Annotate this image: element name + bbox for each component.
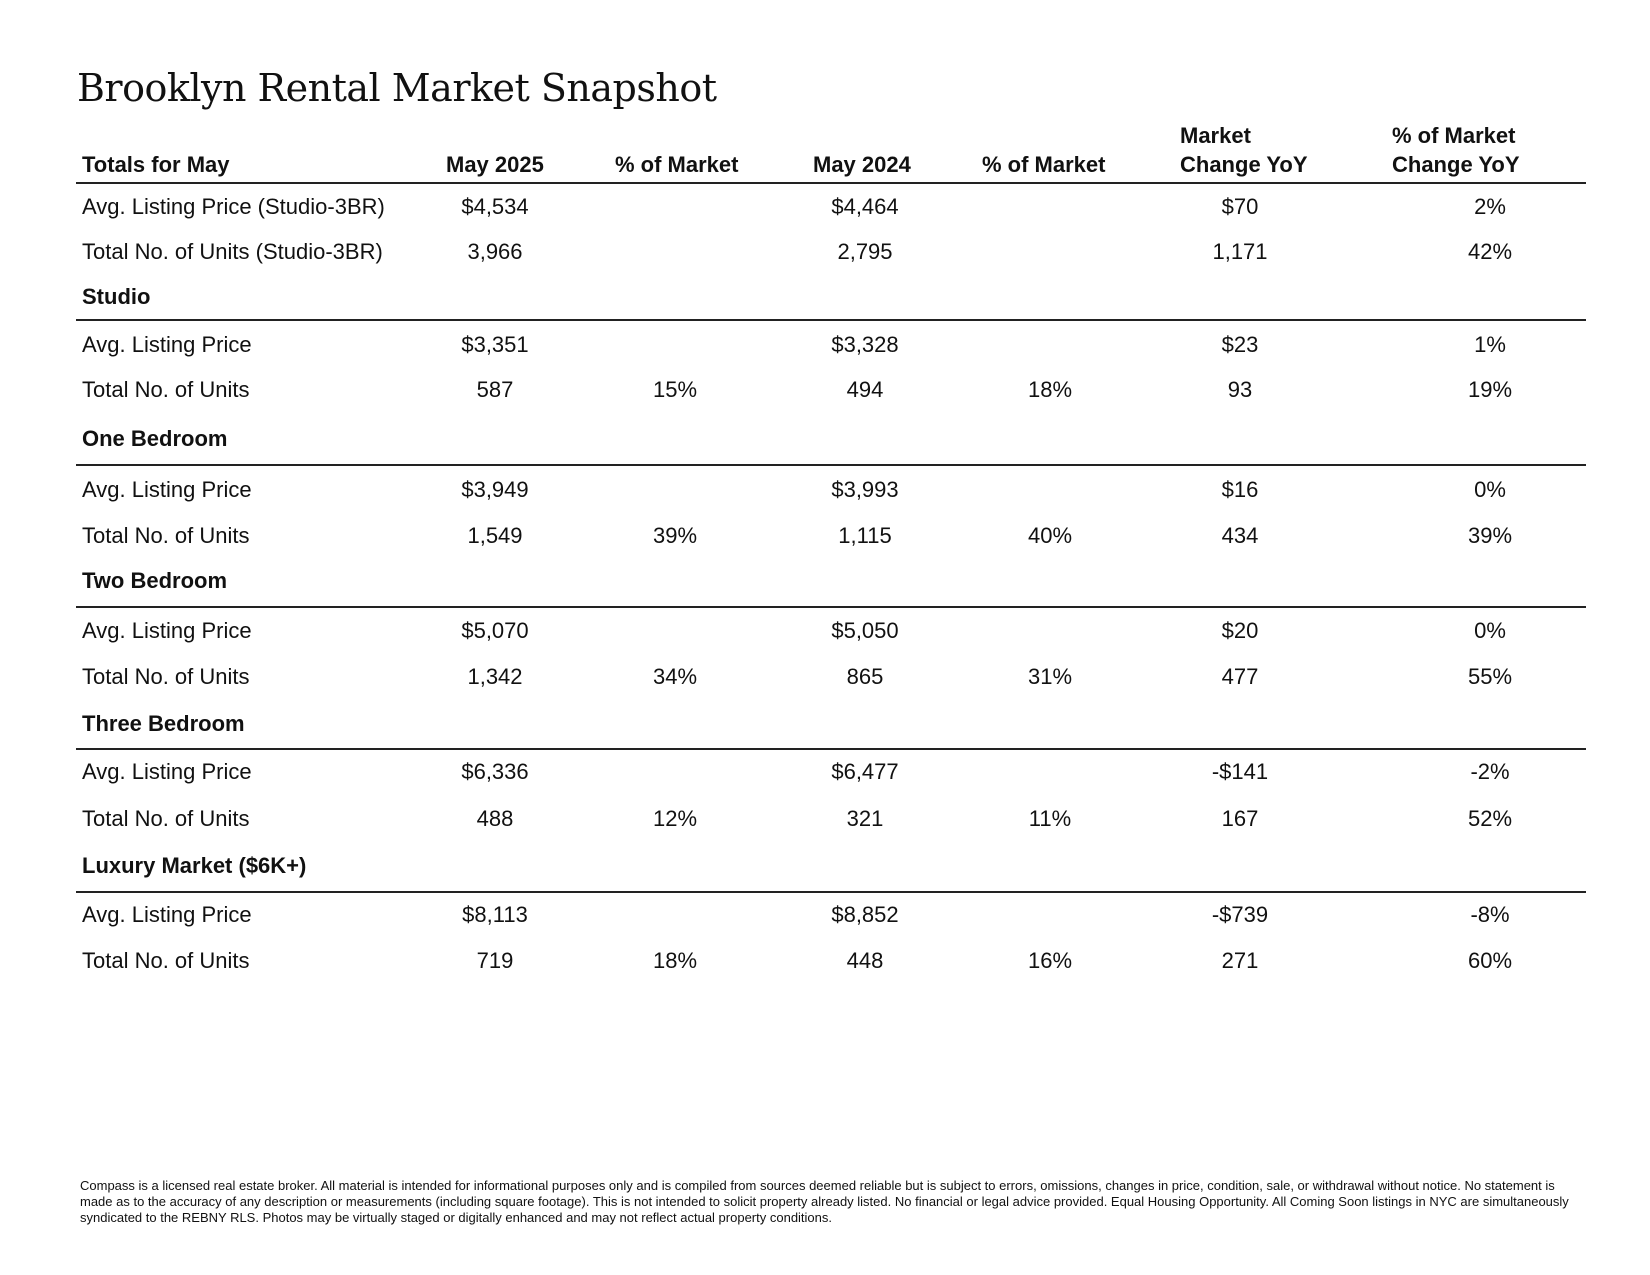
row-label: Avg. Listing Price	[82, 477, 252, 502]
row-label: Total No. of Units	[82, 806, 250, 831]
table-header	[0, 123, 1650, 190]
may-2024-value: 448	[846, 948, 884, 973]
row-label: Avg. Listing Price	[82, 332, 252, 357]
row-label: Total No. of Units	[82, 523, 250, 548]
may-2024-value: $4,464	[831, 194, 899, 219]
row-label: Avg. Listing Price	[82, 902, 252, 927]
pct-market-2024-value: 18%	[1027, 377, 1073, 402]
may-2025-value: $8,113	[462, 902, 528, 927]
row-label: Total No. of Units	[82, 948, 250, 973]
section-divider	[76, 748, 1586, 750]
section-divider	[76, 891, 1586, 893]
may-2025-value: 488	[476, 806, 514, 831]
table-row	[0, 238, 1650, 278]
pct-market-change-value: -8%	[1470, 902, 1510, 927]
table-row	[0, 193, 1650, 233]
table-row	[0, 805, 1650, 845]
pct-market-2025-value: 34%	[652, 664, 698, 689]
may-2024-value: $3,328	[831, 332, 899, 357]
pct-market-change-value: 39%	[1467, 523, 1513, 548]
section-title: One Bedroom	[82, 426, 228, 451]
table-row	[0, 331, 1650, 371]
may-2024-value: $6,477	[831, 759, 899, 784]
section-header	[0, 567, 1650, 607]
market-change-value: 93	[1227, 377, 1253, 402]
pct-market-2025-value: 39%	[652, 523, 698, 548]
header-label: Totals for May	[82, 152, 230, 177]
market-change-value: $70	[1221, 194, 1259, 219]
section-header	[0, 710, 1650, 750]
header-pct-market-change-yoy: % of Market Change YoY	[1392, 123, 1520, 177]
table-row	[0, 522, 1650, 562]
pct-market-2024-value: 40%	[1027, 523, 1073, 548]
pct-market-2024-value: 31%	[1027, 664, 1073, 689]
may-2025-value: 3,966	[467, 239, 523, 264]
market-change-value: 167	[1221, 806, 1259, 831]
may-2024-value: 865	[846, 664, 884, 689]
pct-market-change-value: 2%	[1474, 194, 1506, 219]
may-2024-value: 2,795	[837, 239, 893, 264]
header-market-change-yoy: Market Change YoY	[1180, 123, 1308, 177]
section-header	[0, 852, 1650, 892]
market-change-value: 434	[1221, 523, 1259, 548]
row-label: Total No. of Units (Studio-3BR)	[82, 239, 383, 264]
header-may-2024: May 2024	[813, 152, 911, 177]
header-pct-market-2025: % of Market	[615, 152, 739, 177]
pct-market-2025-value: 15%	[652, 377, 698, 402]
pct-market-2024-value: 16%	[1027, 948, 1073, 973]
pct-market-change-value: 55%	[1467, 664, 1513, 689]
table-row	[0, 758, 1650, 798]
pct-market-2025-value: 12%	[652, 806, 698, 831]
may-2024-value: $5,050	[831, 618, 899, 643]
page-title: Brooklyn Rental Market Snapshot	[77, 66, 717, 110]
pct-market-change-value: 52%	[1467, 806, 1513, 831]
may-2024-value: $3,993	[831, 477, 899, 502]
header-pct-market-2024: % of Market	[982, 152, 1106, 177]
may-2025-value: 587	[476, 377, 514, 402]
header-may-2025: May 2025	[446, 152, 544, 177]
may-2025-value: 1,549	[467, 523, 523, 548]
may-2025-value: $4,534	[461, 194, 529, 219]
may-2025-value: $5,070	[461, 618, 529, 643]
header-divider	[76, 182, 1586, 184]
may-2025-value: $6,336	[461, 759, 529, 784]
may-2024-value: 494	[846, 377, 884, 402]
row-label: Total No. of Units	[82, 664, 250, 689]
market-change-value: 477	[1221, 664, 1259, 689]
market-change-value: $23	[1221, 332, 1259, 357]
pct-market-2024-value: 11%	[1028, 806, 1072, 831]
section-title: Luxury Market ($6K+)	[82, 853, 307, 878]
table-row	[0, 476, 1650, 516]
pct-market-change-value: 0%	[1474, 477, 1506, 502]
may-2024-value: 1,115	[838, 523, 892, 548]
row-label: Total No. of Units	[82, 377, 250, 402]
may-2025-value: 719	[476, 948, 514, 973]
table-row	[0, 617, 1650, 657]
pct-market-change-value: 42%	[1467, 239, 1513, 264]
market-change-value: -$141	[1211, 759, 1269, 784]
pct-market-change-value: 19%	[1467, 377, 1513, 402]
market-change-value: 271	[1221, 948, 1259, 973]
pct-market-2025-value: 18%	[652, 948, 698, 973]
row-label: Avg. Listing Price	[82, 759, 252, 784]
pct-market-change-value: 1%	[1474, 332, 1506, 357]
section-divider	[76, 606, 1586, 608]
may-2025-value: $3,351	[461, 332, 529, 357]
legal-disclaimer: Compass is a licensed real estate broker. All material is intended for informational purposes only and is compiled from sources deemed reliable but is subject to errors, omissions, changes in price, condition, sale, or withdrawal without notice. No statement is made as to the accuracy of any description or measurements (including square footage). This is not intended to solicit property already listed. No financial or legal advice provided. Equal Housing Opportunity. All Coming Soon listings in NYC are simultaneously syndicated to the REBNY RLS. Photos may be virtually staged or digitally enhanced and may not reflect actual property conditions.	[80, 1178, 1569, 1225]
pct-market-change-value: -2%	[1470, 759, 1510, 784]
table-row	[0, 663, 1650, 703]
may-2024-value: $8,852	[831, 902, 899, 927]
may-2025-value: 1,342	[467, 664, 523, 689]
section-title: Three Bedroom	[82, 711, 245, 736]
section-header	[0, 425, 1650, 465]
pct-market-change-value: 60%	[1467, 948, 1513, 973]
row-label: Avg. Listing Price	[82, 618, 252, 643]
table-row	[0, 947, 1650, 987]
section-title: Two Bedroom	[82, 568, 228, 593]
table-row	[0, 376, 1650, 416]
section-divider	[76, 319, 1586, 321]
table-row	[0, 901, 1650, 941]
market-change-value: -$739	[1211, 902, 1269, 927]
may-2025-value: $3,949	[461, 477, 529, 502]
section-divider	[76, 464, 1586, 466]
may-2024-value: 321	[846, 806, 884, 831]
market-change-value: 1,171	[1212, 239, 1268, 264]
section-title: Studio	[82, 284, 151, 309]
pct-market-change-value: 0%	[1474, 618, 1506, 643]
section-header	[0, 283, 1650, 323]
market-change-value: $16	[1221, 477, 1259, 502]
market-change-value: $20	[1221, 618, 1259, 643]
row-label: Avg. Listing Price (Studio-3BR)	[82, 194, 385, 219]
